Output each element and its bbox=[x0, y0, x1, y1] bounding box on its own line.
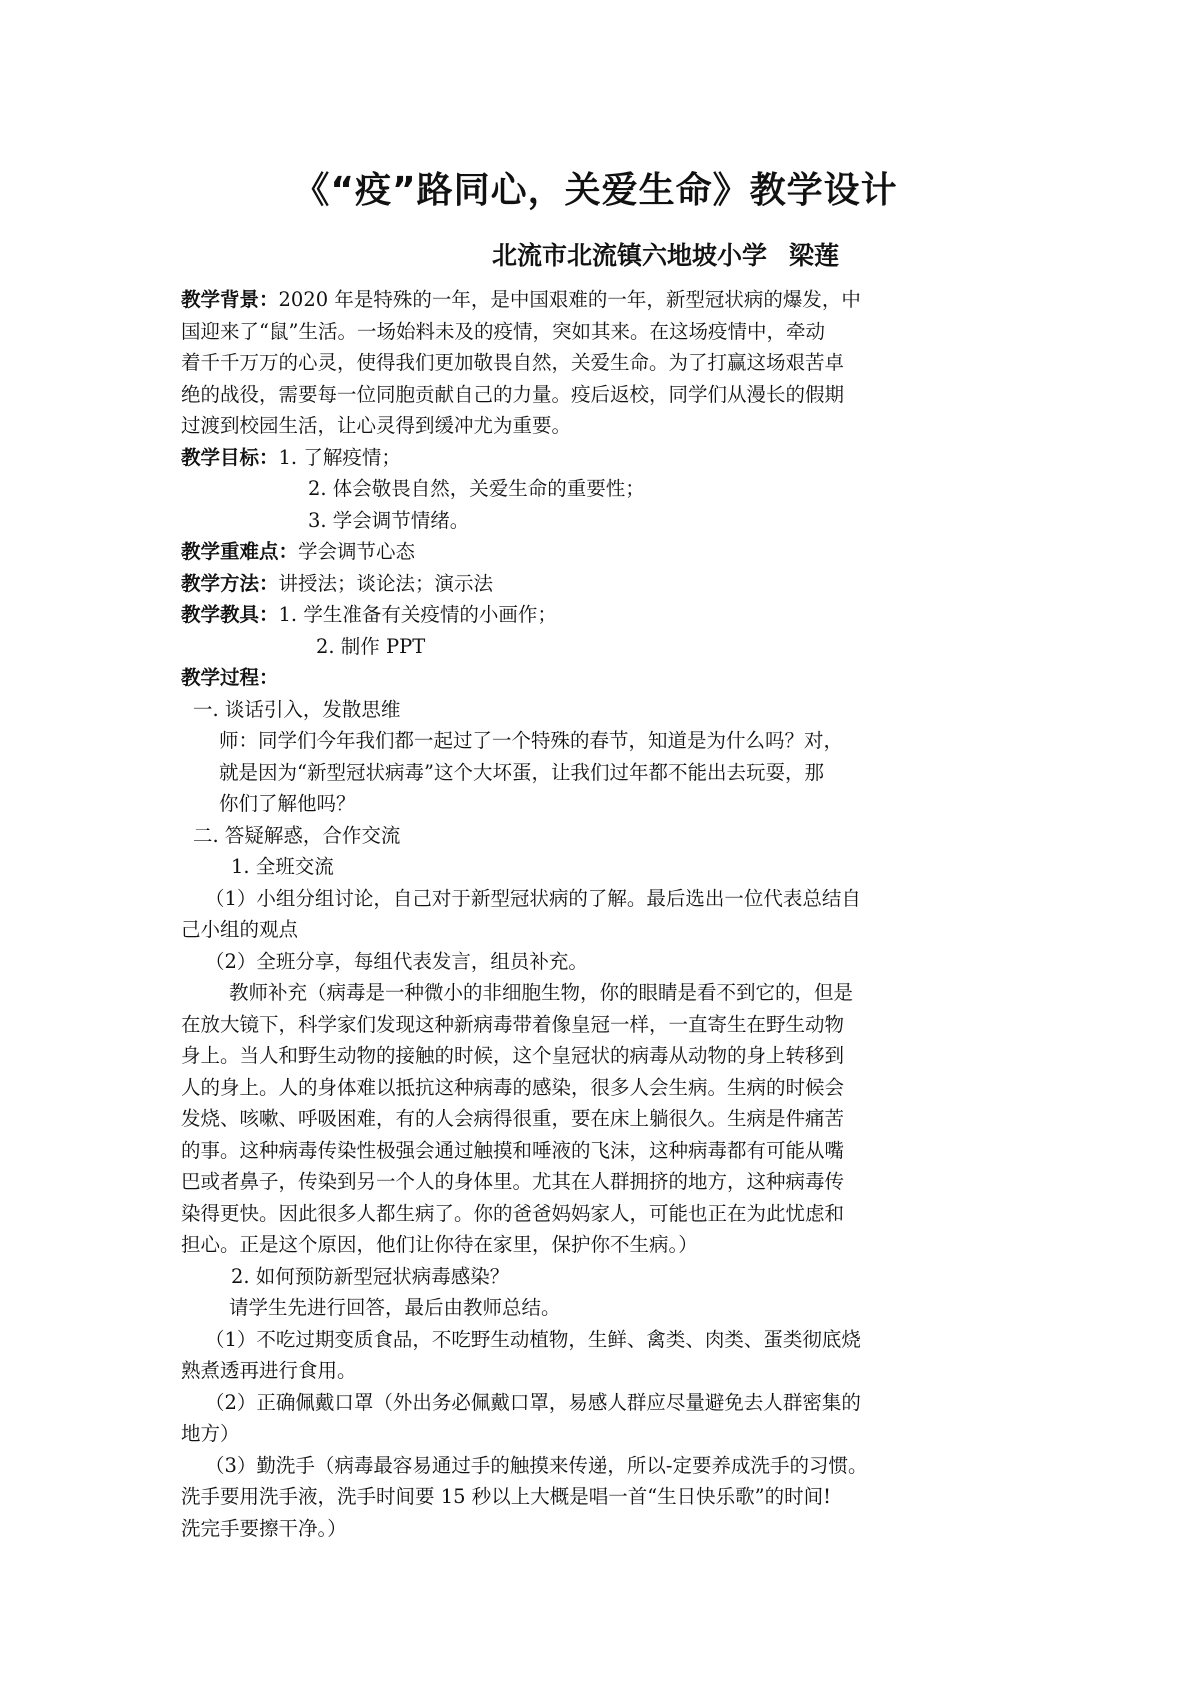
teacher-note-line: 担心。正是这个原因，他们让你待在家里，保护你不生病。） bbox=[181, 1233, 698, 1256]
teacher-note-line: 人的身上。人的身体难以抵抗这种病毒的感染，很多人会生病。生病的时候会 bbox=[181, 1075, 845, 1099]
goal-item: 教学目标：1. 了解疫情； bbox=[181, 445, 401, 469]
discussion-item: （1）小组分组讨论，自己对于新型冠状病的了解。最后选出一位代表总结自 bbox=[205, 886, 861, 910]
prevention-item: （3）勤洗手（病毒最容易通过手的触摸来传递，所以-定要养成洗手的习惯。 bbox=[205, 1453, 868, 1477]
process-label: 教学过程： bbox=[181, 666, 279, 689]
methods: 教学方法：讲授法；谈论法；演示法 bbox=[181, 571, 494, 595]
tool-item: 2. 制作 PPT bbox=[316, 634, 426, 658]
subsection-heading: 2. 如何预防新型冠状病毒感染？ bbox=[231, 1264, 510, 1288]
author-line bbox=[492, 236, 839, 272]
teacher-note-line: 教师补充（病毒是一种微小的非细胞生物，你的眼睛是看不到它的，但是 bbox=[229, 981, 854, 1004]
methods-label: 教学方法： bbox=[181, 571, 279, 595]
prevention-item: 洗手要用洗手液，洗手时间要 15 秒以上大概是唱一首“生日快乐歌”的时间! bbox=[181, 1485, 831, 1508]
document-body bbox=[181, 284, 1021, 1544]
section1-line: 师：同学们今年我们都一起过了一个特殊的春节，知道是为什么吗？对， bbox=[219, 729, 844, 752]
author-name: 梁莲 bbox=[789, 241, 840, 270]
discussion-item: （2）全班分享，每组代表发言，组员补充。 bbox=[205, 949, 588, 973]
background-line: 绝的战役，需要每一位同胞贡献自己的力量。疫后返校，同学们从漫长的假期 bbox=[181, 382, 845, 406]
background-line: 国迎来了“鼠”生活。一场始料未及的疫情，突如其来。在这场疫情中，牵动 bbox=[181, 319, 825, 343]
key-points-label: 教学重难点： bbox=[181, 540, 299, 563]
prevention-item: 地方） bbox=[181, 1422, 240, 1445]
goal-item: 3. 学会调节情绪。 bbox=[308, 508, 470, 532]
section-heading: 一. 谈话引入，发散思维 bbox=[193, 697, 401, 721]
prevention-item: 洗完手要擦干净。） bbox=[181, 1516, 347, 1540]
key-points: 教学重难点：学会调节心态 bbox=[181, 540, 416, 563]
teacher-note-line: 的事。这种病毒传染性极强会通过触摸和唾液的飞沫，这种病毒都有可能从嘴 bbox=[181, 1138, 845, 1162]
background-line: 教学背景：2020 年是特殊的一年，是中国艰难的一年，新型冠状病的爆发，中 bbox=[181, 288, 861, 311]
teacher-note-line: 身上。当人和野生动物的接触的时候，这个皇冠状的病毒从动物的身上转移到 bbox=[181, 1044, 845, 1067]
section1-line: 你们了解他吗？ bbox=[219, 792, 356, 815]
background-line: 着千千万万的心灵，使得我们更加敬畏自然，关爱生命。为了打赢这场艰苦卓 bbox=[181, 351, 845, 374]
tool-item: 教学教具：1. 学生准备有关疫情的小画作； bbox=[181, 603, 557, 626]
goal-item: 2. 体会敬畏自然，关爱生命的重要性； bbox=[308, 477, 645, 500]
background-label: 教学背景： bbox=[181, 288, 279, 311]
section1-line: 就是因为“新型冠状病毒”这个大坏蛋，让我们过年都不能出去玩耍，那 bbox=[219, 760, 824, 784]
goals-label: 教学目标： bbox=[181, 445, 279, 469]
section-heading: 二. 答疑解惑，合作交流 bbox=[193, 823, 401, 847]
prevention-item: （2）正确佩戴口罩（外出务必佩戴口罩，易感人群应尽量避免去人群密集的 bbox=[205, 1390, 861, 1414]
teacher-note-line: 染得更快。因此很多人都生病了。你的爸爸妈妈家人，可能也正在为此忧虑和 bbox=[181, 1201, 845, 1225]
author-school: 北流市北流镇六地坡小学 bbox=[492, 241, 768, 270]
teacher-note-line: 发烧、咳嗽、呼吸困难，有的人会病得很重，要在床上躺很久。生病是件痛苦 bbox=[181, 1107, 845, 1130]
tools-label: 教学教具： bbox=[181, 603, 279, 626]
teacher-note-line: 巴或者鼻子，传染到另一个人的身体里。尤其在人群拥挤的地方，这种病毒传 bbox=[181, 1170, 845, 1193]
subsection-heading: 1. 全班交流 bbox=[231, 855, 334, 878]
document-title: 《“疫”路同心，关爱生命》教学设计 bbox=[293, 170, 898, 211]
teacher-note-line: 在放大镜下，科学家们发现这种新病毒带着像皇冠一样，一直寄生在野生动物 bbox=[181, 1012, 845, 1036]
discussion-item: 己小组的观点 bbox=[181, 918, 299, 941]
prevention-item: 熟煮透再进行食用。 bbox=[181, 1359, 357, 1382]
background-line: 过渡到校园生活，让心灵得到缓冲尤为重要。 bbox=[181, 414, 572, 437]
prevention-item: （1）不吃过期变质食品，不吃野生动植物，生鲜、禽类、肉类、蛋类彻底烧 bbox=[205, 1327, 861, 1351]
subsection-note: 请学生先进行回答，最后由教师总结。 bbox=[229, 1296, 561, 1319]
